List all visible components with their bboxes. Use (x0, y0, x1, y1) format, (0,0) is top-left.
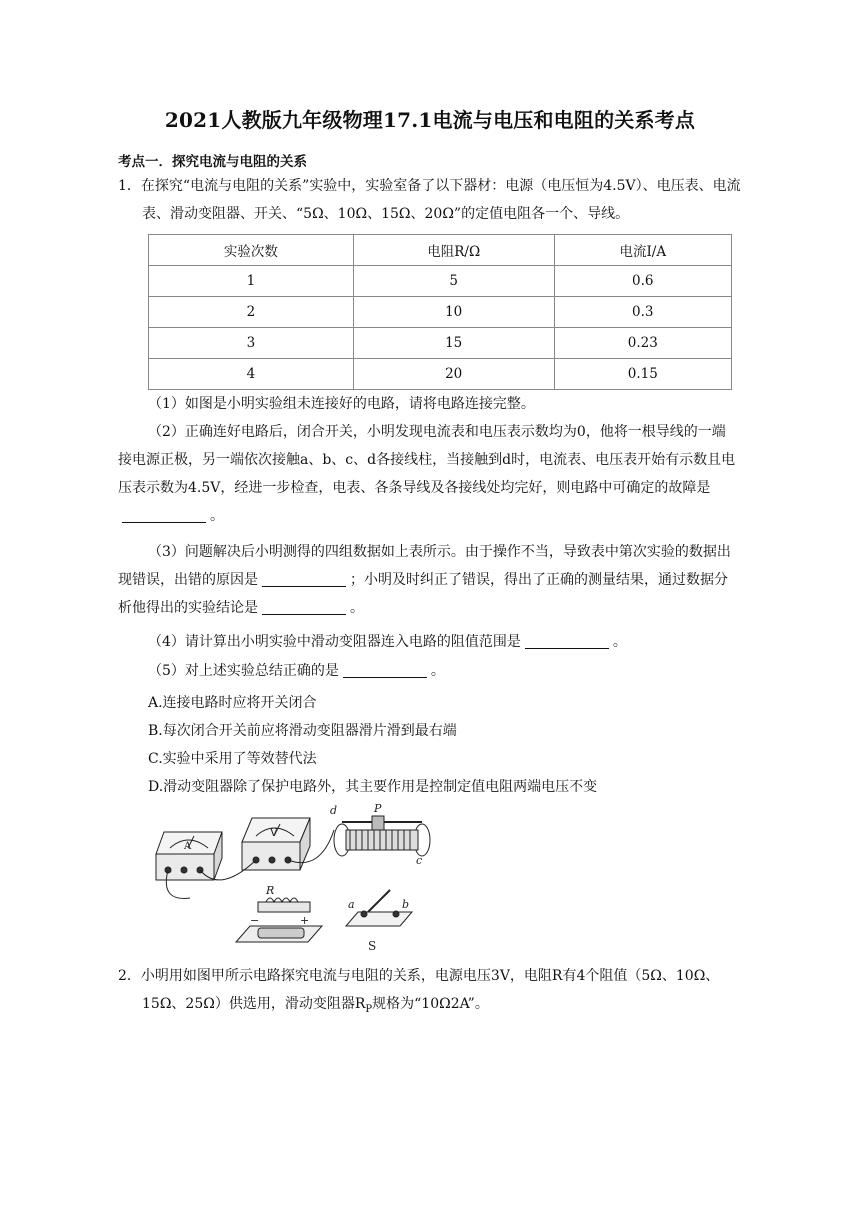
answer-blank[interactable] (525, 634, 609, 649)
resistor-icon (258, 884, 310, 912)
battery-plus-label: + (300, 914, 310, 927)
sub-question-2-text: （2）正确连好电路后，闭合开关，小明发现电流表和电压表示数均为0，他将一根导线的一端接电源正极，另一端依次接触a、b、c、d各接线柱，当接触到d时，电流表、电压表开始有示数且电压表示数为4.5V，经进一步检查，电表、各条导线及各接线处均完好，则电路中可确定的故障是 (118, 424, 736, 496)
table-cell: 10 (353, 297, 554, 328)
sub-question-2-end: 。 (210, 508, 224, 524)
sub-question-2 (118, 418, 738, 530)
switch-label: S (368, 939, 377, 953)
battery-icon (236, 914, 322, 942)
sub-question-3 (118, 538, 738, 622)
resistor-label: R (266, 884, 275, 897)
sub-question-3-end: 。 (350, 600, 364, 616)
table-cell: 0.15 (554, 359, 731, 390)
sub-question-5-end: 。 (430, 663, 445, 679)
table-cell: 1 (149, 266, 354, 297)
sub-question-4-text: （4）请计算出小明实验中滑动变阻器连入电路的阻值范围是 (148, 634, 521, 650)
option-b: B.每次闭合开关前应将滑动变阻器滑片滑到最右端 (148, 723, 457, 739)
table-cell: 15 (353, 328, 554, 359)
table-cell: 3 (149, 328, 354, 359)
table-cell: 2 (149, 297, 354, 328)
table-cell: 0.3 (554, 297, 731, 328)
voltmeter-label: V (270, 828, 278, 839)
sub-question-4 (148, 628, 738, 656)
sub-question-5-text: （5）对上述实验总结正确的是 (148, 663, 339, 679)
switch-icon (346, 890, 412, 953)
switch-a-label: a (348, 898, 355, 911)
sub-question-4-end: 。 (612, 634, 627, 650)
sub-question-1: （1）如图是小明实验组未连接好的电路，请将电路连接完整。 (148, 396, 535, 412)
ammeter-label: A (184, 841, 192, 852)
question-2-text-end: 规格为“10Ω2A”。 (372, 996, 489, 1012)
answer-blank[interactable] (262, 572, 346, 587)
question-1-stem: 1．在探究“电流与电阻的关系”实验中，实验室备了以下器材：电源（电压恒为4.5V）、电压表、电流表、滑动变阻器、开关、“5Ω、10Ω、15Ω、20Ω”的定值电阻各一个、导线。 (118, 178, 741, 222)
table-row (149, 328, 732, 359)
terminal-d-label: d (330, 804, 338, 817)
terminal-c-label: c (416, 854, 423, 867)
table-header-cell: 实验次数 (149, 235, 354, 266)
rheostat-icon (330, 802, 430, 867)
document-title: 2021人教版九年级物理17.1电流与电压和电阻的关系考点 (164, 108, 696, 132)
table-cell: 20 (353, 359, 554, 390)
table-row (149, 359, 732, 390)
option-c: C.实验中采用了等效替代法 (148, 751, 317, 767)
ammeter-icon (156, 832, 222, 880)
circuit-figure (150, 802, 450, 960)
switch-b-label: b (402, 898, 410, 911)
table-cell: 5 (353, 266, 554, 297)
answer-blank[interactable] (343, 663, 427, 678)
table-header-cell: 电阻R/Ω (353, 235, 554, 266)
battery-minus-label: − (250, 914, 260, 927)
data-table (148, 234, 732, 390)
answer-blank[interactable] (122, 508, 206, 523)
table-row (149, 266, 732, 297)
subscript-p: P (365, 1003, 373, 1015)
sub-question-5 (148, 657, 738, 685)
table-cell: 4 (149, 359, 354, 390)
question-2-stem (118, 962, 762, 1024)
sub-question-3-text: （3）问题解决后小明测得的四组数据如上表所示。由于操作不当，导致表中第次实验的数据出现错误，出错的原因是 (118, 544, 731, 588)
sub-question-3-text-2: ；小明及时纠正了错误，得出了正确的测量结果，通过数据分析他得出的实验结论是 (118, 572, 728, 616)
table-header-row (149, 235, 732, 266)
table-cell: 0.6 (554, 266, 731, 297)
answer-blank[interactable] (262, 600, 346, 615)
option-a: A.连接电路时应将开关闭合 (148, 695, 317, 711)
rheostat-p-label: P (374, 802, 382, 815)
table-header-cell: 电流I/A (554, 235, 731, 266)
option-d: D.滑动变阻器除了保护电路外，其主要作用是控制定值电阻两端电压不变 (148, 779, 598, 795)
table-cell: 0.23 (554, 328, 731, 359)
table-row (149, 297, 732, 328)
section-heading: 考点一．探究电流与电阻的关系 (118, 154, 307, 170)
question-2-text: 2．小明用如图甲所示电路探究电流与电阻的关系，电源电压3V，电阻R有4个阻值（5Ω、10Ω、15Ω、25Ω）供选用，滑动变阻器R (118, 968, 720, 1012)
